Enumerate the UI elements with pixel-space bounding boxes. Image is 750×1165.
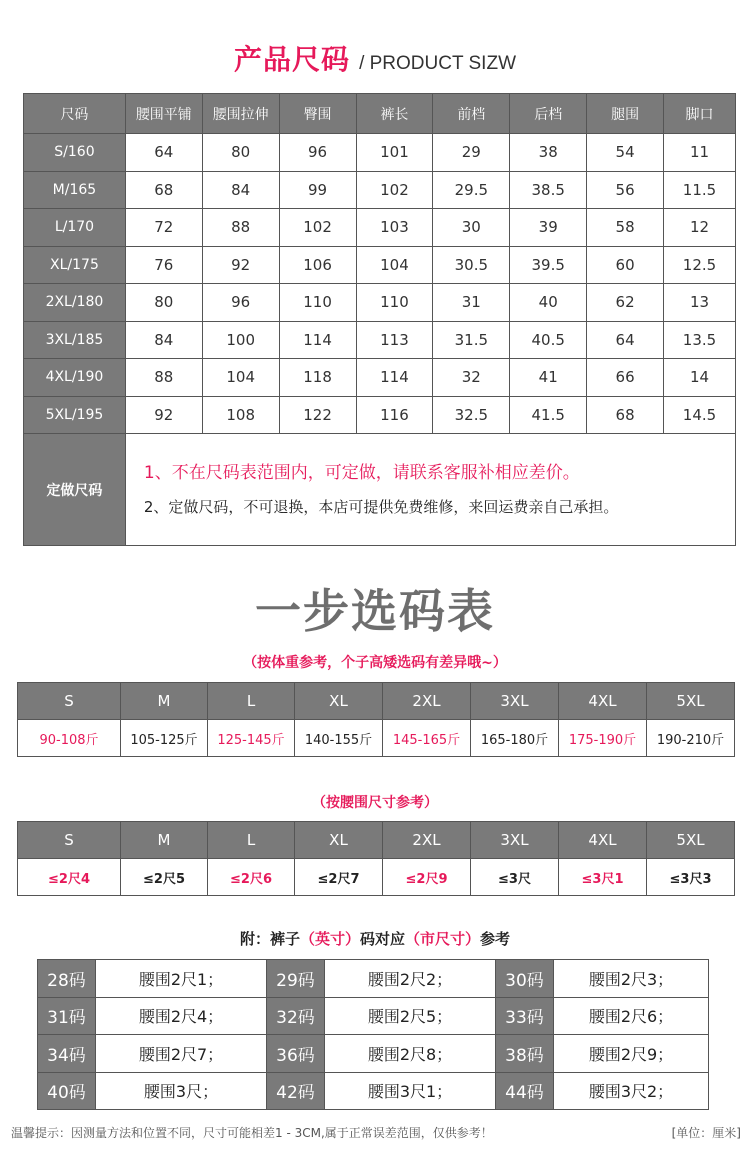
size-cell: M (121, 822, 208, 859)
waist-cell: ≤3尺 (471, 859, 559, 896)
header-waist-stretch: 腰围拉伸 (202, 94, 279, 134)
table-cell: 102 (279, 209, 356, 247)
size-cell: L (208, 822, 295, 859)
table-cell: 99 (279, 171, 356, 209)
inch-code-cell: 28码 (38, 960, 96, 998)
inch-waist-cell: 腰围3尺1； (325, 1072, 496, 1110)
table-cell: 104 (356, 246, 433, 284)
header-length: 裤长 (356, 94, 433, 134)
waist-pick-table (17, 821, 735, 896)
weight-cell: 125-145斤 (208, 720, 295, 757)
row-size-label: L/170 (24, 209, 126, 247)
table-cell: 11.5 (664, 171, 736, 209)
table-cell: 102 (356, 171, 433, 209)
table-cell: 39.5 (510, 246, 587, 284)
table-cell: 41.5 (510, 396, 587, 434)
custom-size-row (24, 434, 736, 546)
table-row (24, 171, 736, 209)
inch-waist-cell: 腰围2尺8； (325, 1035, 496, 1073)
row-size-label: M/165 (24, 171, 126, 209)
table-cell: 118 (279, 359, 356, 397)
size-chart-table (23, 93, 736, 546)
table-cell: 38.5 (510, 171, 587, 209)
row-size-label: 3XL/185 (24, 321, 126, 359)
waist-cell: ≤2尺9 (383, 859, 471, 896)
size-cell: 5XL (647, 683, 735, 720)
table-row (38, 997, 709, 1035)
weight-values-row (18, 720, 735, 757)
table-cell: 32 (433, 359, 510, 397)
table-cell: 38 (510, 134, 587, 172)
weight-cell: 140-155斤 (295, 720, 383, 757)
weight-cell: 175-190斤 (559, 720, 647, 757)
inch-note-title (0, 928, 750, 949)
inch-waist-cell: 腰围2尺4； (96, 997, 267, 1035)
inch-code-cell: 30码 (496, 960, 554, 998)
inch-code-cell: 31码 (38, 997, 96, 1035)
inch-waist-cell: 腰围3尺； (96, 1072, 267, 1110)
inch-waist-cell: 腰围2尺7； (96, 1035, 267, 1073)
size-cell: XL (295, 822, 383, 859)
inch-code-cell: 32码 (267, 997, 325, 1035)
row-size-label: 5XL/195 (24, 396, 126, 434)
header-front-rise: 前档 (433, 94, 510, 134)
table-cell: 108 (202, 396, 279, 434)
table-cell: 116 (356, 396, 433, 434)
inch-waist-cell: 腰围2尺3； (554, 960, 709, 998)
size-cell: 5XL (647, 822, 735, 859)
weight-subtitle: （按体重参考，个子高矮选码有差异哦~） (243, 655, 507, 671)
inch-code-cell: 40码 (38, 1072, 96, 1110)
waist-cell: ≤2尺6 (208, 859, 295, 896)
table-row (24, 321, 736, 359)
weight-cell: 145-165斤 (383, 720, 471, 757)
table-row (24, 284, 736, 322)
table-cell: 64 (587, 321, 664, 359)
table-cell: 40 (510, 284, 587, 322)
waist-cell: ≤3尺3 (647, 859, 735, 896)
table-cell: 100 (202, 321, 279, 359)
inch-note-prefix: 附：裤子 (239, 930, 300, 948)
size-cell: XL (295, 683, 383, 720)
table-cell: 113 (356, 321, 433, 359)
custom-size-notes (125, 434, 735, 546)
table-cell: 114 (356, 359, 433, 397)
row-size-label: 4XL/190 (24, 359, 126, 397)
table-cell: 31.5 (433, 321, 510, 359)
table-cell: 68 (125, 171, 202, 209)
weight-cell: 190-210斤 (647, 720, 735, 757)
header-size: 尺码 (24, 94, 126, 134)
inch-waist-cell: 腰围2尺9； (554, 1035, 709, 1073)
table-cell: 103 (356, 209, 433, 247)
inch-code-cell: 36码 (267, 1035, 325, 1073)
size-table-header (24, 94, 736, 134)
custom-note-1: 1、不在尺码表范围内，可定做，请联系客服补相应差价。 (143, 462, 580, 483)
header-hip: 臀围 (279, 94, 356, 134)
table-cell: 80 (125, 284, 202, 322)
waist-subtitle: （按腰围尺寸参考） (312, 795, 438, 811)
table-cell: 41 (510, 359, 587, 397)
table-cell: 62 (587, 284, 664, 322)
inch-note-part2: （市尺寸） (405, 930, 481, 948)
table-cell: 30 (433, 209, 510, 247)
inch-waist-cell: 腰围2尺5； (325, 997, 496, 1035)
custom-note-2: 2、定做尺码，不可退换，本店可提供免费维修，来回运费亲自己承担。 (143, 497, 619, 516)
inch-waist-cell: 腰围2尺2； (325, 960, 496, 998)
table-row (24, 246, 736, 284)
table-cell: 84 (125, 321, 202, 359)
table-cell: 14.5 (664, 396, 736, 434)
waist-cell: ≤3尺1 (559, 859, 647, 896)
weight-cell: 105-125斤 (121, 720, 208, 757)
weight-cell: 165-180斤 (471, 720, 559, 757)
table-cell: 64 (125, 134, 202, 172)
table-cell: 92 (202, 246, 279, 284)
table-cell: 68 (587, 396, 664, 434)
weight-cell: 90-108斤 (18, 720, 121, 757)
table-cell: 12 (664, 209, 736, 247)
weight-pick-table (17, 682, 735, 757)
inch-waist-cell: 腰围2尺1； (96, 960, 267, 998)
table-cell: 30.5 (433, 246, 510, 284)
table-row (24, 209, 736, 247)
inch-waist-cell: 腰围3尺2； (554, 1072, 709, 1110)
quick-pick-title: 一步选码表 (255, 584, 495, 638)
table-cell: 84 (202, 171, 279, 209)
size-cell: 2XL (383, 822, 471, 859)
inch-code-cell: 29码 (267, 960, 325, 998)
waist-cell: ≤2尺7 (295, 859, 383, 896)
table-cell: 110 (279, 284, 356, 322)
table-cell: 13.5 (664, 321, 736, 359)
table-row (24, 134, 736, 172)
table-cell: 66 (587, 359, 664, 397)
table-cell: 96 (202, 284, 279, 322)
table-cell: 104 (202, 359, 279, 397)
table-row (38, 960, 709, 998)
waist-cell: ≤2尺5 (121, 859, 208, 896)
table-cell: 39 (510, 209, 587, 247)
size-cell: S (18, 822, 121, 859)
inch-code-cell: 33码 (496, 997, 554, 1035)
table-cell: 32.5 (433, 396, 510, 434)
footer (11, 1124, 741, 1141)
size-cell: S (18, 683, 121, 720)
table-cell: 72 (125, 209, 202, 247)
waist-size-header-row (18, 822, 735, 859)
table-cell: 92 (125, 396, 202, 434)
row-size-label: S/160 (24, 134, 126, 172)
size-cell: M (121, 683, 208, 720)
table-cell: 101 (356, 134, 433, 172)
table-cell: 76 (125, 246, 202, 284)
inch-code-cell: 44码 (496, 1072, 554, 1110)
inch-note-suffix: 参考 (480, 930, 511, 948)
inch-note-middle: 码对应 (359, 930, 405, 948)
size-cell: 3XL (471, 683, 559, 720)
waist-values-row (18, 859, 735, 896)
table-cell: 12.5 (664, 246, 736, 284)
size-cell: L (208, 683, 295, 720)
title-en: / PRODUCT SIZW (359, 53, 517, 74)
size-cell: 4XL (559, 683, 647, 720)
table-cell: 31 (433, 284, 510, 322)
table-cell: 96 (279, 134, 356, 172)
inch-note-part1: （英寸） (299, 930, 360, 948)
inch-waist-cell: 腰围2尺6； (554, 997, 709, 1035)
row-size-label: 2XL/180 (24, 284, 126, 322)
inch-conversion-table (37, 959, 709, 1110)
table-cell: 13 (664, 284, 736, 322)
size-cell: 4XL (559, 822, 647, 859)
table-cell: 58 (587, 209, 664, 247)
inch-code-cell: 38码 (496, 1035, 554, 1073)
footer-tip: 温馨提示：因测量方法和位置不同，尺寸可能相差1 - 3CM,属于正常误差范围，仅供参考！ (11, 1126, 493, 1140)
table-row (24, 359, 736, 397)
size-cell: 3XL (471, 822, 559, 859)
table-cell: 11 (664, 134, 736, 172)
inch-code-cell: 42码 (267, 1072, 325, 1110)
table-cell: 80 (202, 134, 279, 172)
page-title (0, 38, 750, 78)
header-back-rise: 后档 (510, 94, 587, 134)
table-cell: 106 (279, 246, 356, 284)
table-cell: 56 (587, 171, 664, 209)
table-cell: 29 (433, 134, 510, 172)
row-size-label: XL/175 (24, 246, 126, 284)
table-cell: 54 (587, 134, 664, 172)
header-thigh: 腿围 (587, 94, 664, 134)
table-cell: 122 (279, 396, 356, 434)
table-cell: 60 (587, 246, 664, 284)
custom-size-label: 定做尺码 (24, 434, 126, 546)
table-cell: 40.5 (510, 321, 587, 359)
weight-size-header-row (18, 683, 735, 720)
unit-label: [单位：厘米] (671, 1126, 741, 1140)
waist-cell: ≤2尺4 (18, 859, 121, 896)
title-cn: 产品尺码 (233, 43, 350, 76)
header-leg-opening: 脚口 (664, 94, 736, 134)
table-cell: 110 (356, 284, 433, 322)
table-cell: 88 (202, 209, 279, 247)
table-row (24, 396, 736, 434)
table-cell: 114 (279, 321, 356, 359)
size-cell: 2XL (383, 683, 471, 720)
table-cell: 88 (125, 359, 202, 397)
table-cell: 29.5 (433, 171, 510, 209)
table-cell: 14 (664, 359, 736, 397)
table-row (38, 1072, 709, 1110)
inch-code-cell: 34码 (38, 1035, 96, 1073)
header-waist-flat: 腰围平铺 (125, 94, 202, 134)
table-row (38, 1035, 709, 1073)
